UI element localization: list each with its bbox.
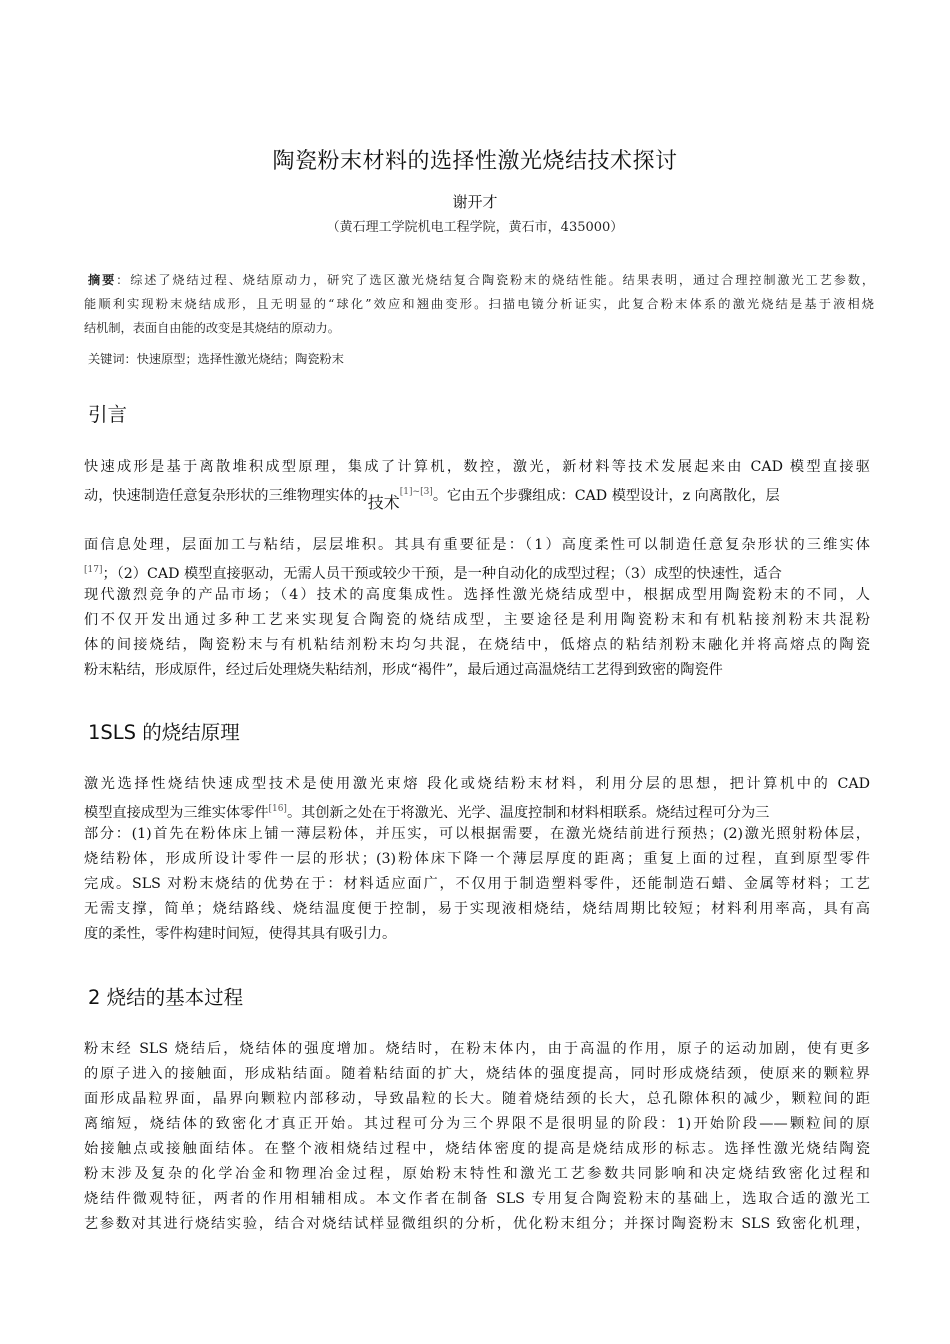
text-line: 面信息处理，层面加工与粘结，层层堆积。其具有重要征是：（1）高度柔性可以制造任意复杂形状的三维实体 <box>84 537 870 553</box>
abstract <box>84 268 874 340</box>
section-1-paragraph <box>84 772 870 947</box>
intro-paragraph <box>84 455 870 512</box>
text-line: 粉末粘结，形成原件，经过后处理烧失粘结剂，形成“褐件”，最后通过高温烧结工艺得到致密的陶瓷件 <box>84 662 723 678</box>
text-line: 粉末经 SLS 烧结后，烧结体的强度增加。烧结时，在粉末体内，由于高温的作用，原子的运动加剧，使有更多 <box>84 1041 870 1057</box>
section-2-paragraph <box>84 1037 870 1237</box>
text-line <box>84 558 870 583</box>
text-line: 无需支撑，简单；烧结路线、烧结温度便于控制，易于实现液相烧结，烧结周期比较短；材料利用率高，具有高 <box>84 901 870 917</box>
text-line: 始接触点或接触面结体。在整个液相烧结过程中，烧结体密度的提高是烧结成形的标志。选择性激光烧结陶瓷 <box>84 1141 870 1157</box>
abstract-text: ：综述了烧结过程、烧结原动力，研究了选区激光烧结复合陶瓷粉末的烧结性能。结果表明，通过合理控制激光工艺参数， <box>116 273 874 287</box>
text-line: 离缩短，烧结体的致密化才真正开始。其过程可分为三个界限不是很明显的阶段：1)开始阶段——颗粒间的原 <box>84 1116 870 1132</box>
text-span: 。其创新之处在于将激光、光学、温度控制和材料相联系。烧结过程可分为三 <box>286 805 770 821</box>
text-span: ；（2）CAD 模型直接驱动，无需人员干预或较少干预，是一种自动化的成型过程；（3）成型的快速性，适合 <box>102 566 782 582</box>
text-span: 。它由五个步骤组成：CAD 模型设计，z 向离散化，层 <box>432 488 780 504</box>
text-span: 动，快速制造任意复杂形状的三维物理实体的 <box>84 488 368 504</box>
text-line: 现代激烈竞争的产品市场；（4）技术的高度集成性。选择性激光烧结成型中，根据成型用陶瓷粉末的不同，人 <box>84 587 870 603</box>
abstract-label: 摘要 <box>88 273 117 287</box>
text-line <box>84 480 870 512</box>
author-name: 谢开才 <box>452 193 498 211</box>
section-heading-1: 1SLS 的烧结原理 <box>88 721 240 744</box>
text-line: 的原子进入的接触面，形成粘结面。随着粘结面的扩大，烧结体的强度提高，同时形成烧结颈，使原来的颗粒界 <box>84 1066 870 1082</box>
text-line: 体的间接烧结，陶瓷粉末与有机粘结剂粉末均匀共混，在烧结中，低熔点的粘结剂粉末融化并将高熔点的陶瓷 <box>84 637 870 653</box>
text-span: 模型直接成型为三维实体零件 <box>84 805 269 821</box>
text-line: 完成。SLS 对粉末烧结的优势在于：材料适应面广，不仅用于制造塑料零件，还能制造石蜡、金属等材料；工艺 <box>84 876 870 892</box>
text-line: 们不仅开发出通过多种工艺来实现复合陶瓷的烧结成型，主要途径是利用陶瓷粉末和有机粘接剂粉末共混粉 <box>84 612 870 628</box>
text-line <box>84 797 870 822</box>
abstract-line <box>84 268 874 292</box>
text-line: 烧结粉体，形成所设计零件一层的形状；(3)粉体床下降一个薄层厚度的距离；重复上面的过程，直到原型零件 <box>84 851 870 867</box>
paper-title: 陶瓷粉末材料的选择性激光烧结技术探讨 <box>272 149 678 174</box>
abstract-line: 能顺利实现粉末烧结成形，且无明显的“球化”效应和翘曲变形。扫描电镜分析证实，此复合粉末体系的激光烧结是基于液相烧 <box>84 297 874 311</box>
citation-ref: [17] <box>84 565 103 575</box>
text-line: 部分：(1)首先在粉体床上铺一薄层粉体，并压实，可以根据需要，在激光烧结前进行预热；(2)激光照射粉体层， <box>84 826 870 842</box>
section-heading-intro: 引言 <box>88 403 128 426</box>
citation-ref: [1]~[3] <box>399 487 433 497</box>
section-heading-2: 2 烧结的基本过程 <box>88 986 244 1009</box>
text-span: 技术 <box>367 493 400 512</box>
text-line: 烧结件微观特征，两者的作用相辅相成。本文作者在制备 SLS 专用复合陶瓷粉末的基础上，选取合适的激光工 <box>84 1191 870 1207</box>
text-line: 激光选择性烧结快速成型技术是使用激光束熔 段化或烧结粉末材料，利用分层的思想，把计算机中的 CAD <box>84 776 870 792</box>
abstract-line: 结机制，表面自由能的改变是其烧结的原动力。 <box>84 321 340 335</box>
text-line: 艺参数对其进行烧结实验，结合对烧结试样显微组织的分析，优化粉末组分；并探讨陶瓷粉末 SLS 致密化机理， <box>84 1216 870 1232</box>
text-line: 快速成形是基于离散堆积成型原理，集成了计算机，数控，激光，新材料等技术发展起来由 CAD 模型直接驱 <box>84 459 870 475</box>
text-line: 度的柔性，零件构建时间短，使得其具有吸引力。 <box>84 926 397 942</box>
text-line: 粉末涉及复杂的化学冶金和物理冶金过程，原始粉末特性和激光工艺参数共同影响和决定烧结致密化过程和 <box>84 1166 870 1182</box>
citation-ref: [16] <box>268 804 287 814</box>
author-affiliation: （黄石理工学院机电工程学院，黄石市，435000） <box>326 220 624 235</box>
keywords: 关键词：快速原型；选择性激光烧结；陶瓷粉末 <box>88 352 344 366</box>
text-line: 面形成晶粒界面，晶界向颗粒内部移动，导致晶粒的长大。随着烧结颈的长大，总孔隙体积的减少，颗粒间的距 <box>84 1091 870 1107</box>
intro-paragraph-cont <box>84 533 870 683</box>
